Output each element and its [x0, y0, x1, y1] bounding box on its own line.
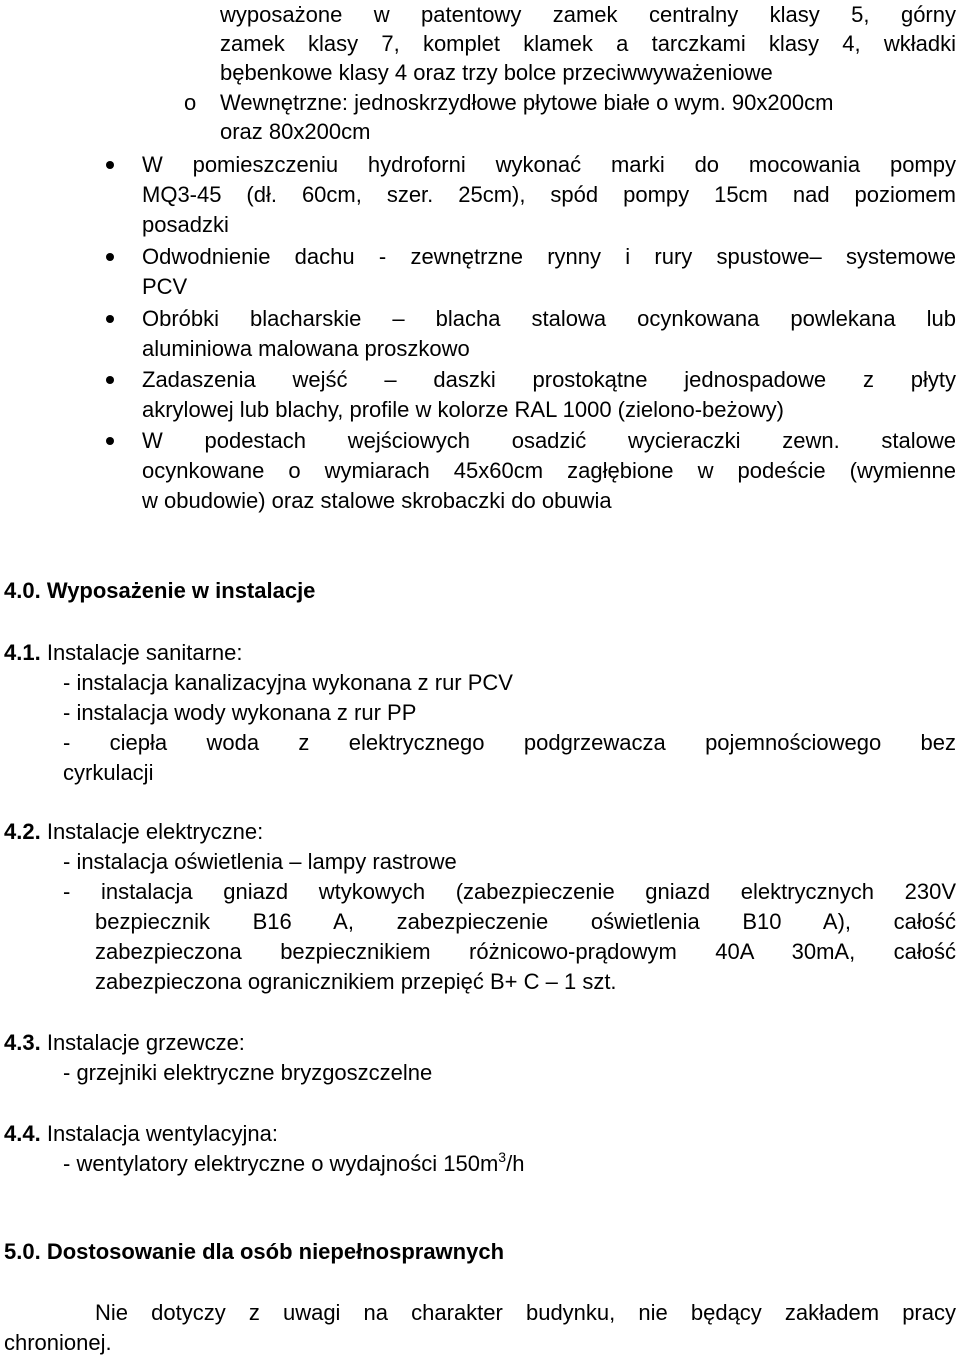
- subsection-title: Instalacje sanitarne:: [46, 640, 243, 665]
- top-item-line-2: zamek klasy 7, komplet klamek a tarczkami klasy 4, wkładki: [220, 31, 956, 56]
- subsection-4-2-heading: [4, 817, 263, 847]
- bullet-icon: [106, 253, 114, 261]
- section-4-heading: [4, 576, 315, 606]
- paragraph-line-2: chronionej.: [4, 1330, 112, 1355]
- list-item: - instalacja gniazd wtykowych (zabezpieczenie gniazd elektrycznych 230V: [63, 879, 956, 904]
- bullet-icon: [106, 376, 114, 384]
- bullet-1-line-2: MQ3-45 (dł. 60cm, szer. 25cm), spód pompy 15cm nad poziomem: [142, 182, 956, 207]
- bullet-5-line-3: w obudowie) oraz stalowe skrobaczki do obuwia: [142, 488, 612, 513]
- subsection-title: Instalacje elektryczne:: [46, 819, 264, 844]
- list-item: [63, 1149, 524, 1179]
- bullet-2-line-1: Odwodnienie dachu - zewnętrzne rynny i rury spustowe– systemowe: [142, 244, 956, 269]
- section-number: 5.0.: [4, 1239, 41, 1264]
- bullet-4-line-2: akrylowej lub blachy, profile w kolorze RAL 1000 (zielono-beżowy): [142, 397, 784, 422]
- bullet-icon: [106, 315, 114, 323]
- subsection-4-4-heading: [4, 1119, 278, 1149]
- bullet-4-line-1: Zadaszenia wejść – daszki prostokątne jednospadowe z płyty: [142, 367, 956, 392]
- section-number: 4.0.: [4, 578, 41, 603]
- section-5-heading: [4, 1237, 504, 1267]
- list-item: bezpiecznik B16 A, zabezpieczenie oświetlenia B10 A), całość: [95, 909, 956, 934]
- subsection-title: Instalacja wentylacyjna:: [46, 1121, 278, 1146]
- bullet-3-line-1: Obróbki blacharskie – blacha stalowa ocynkowana powlekana lub: [142, 306, 956, 331]
- list-item: zabezpieczona bezpiecznikiem różnicowo-prądowym 40A 30mA, całość: [95, 939, 956, 964]
- list-item: zabezpieczona ogranicznikiem przepięć B+ C – 1 szt.: [95, 969, 617, 994]
- subsection-title: Instalacje grzewcze:: [46, 1030, 245, 1055]
- subsection-4-1-heading: [4, 638, 243, 668]
- subsection-number: 4.3.: [4, 1030, 41, 1055]
- bullet-1-line-1: W pomieszczeniu hydroforni wykonać marki do mocowania pompy: [142, 152, 956, 177]
- bullet-5-line-1: W podestach wejściowych osadzić wycieraczki zewn. stalowe: [142, 428, 956, 453]
- subsection-number: 4.4.: [4, 1121, 41, 1146]
- bullet-5-line-2: ocynkowane o wymiarach 45x60cm zagłębione w podeście (wymienne: [142, 458, 956, 483]
- section-title: Dostosowanie dla osób niepełnosprawnych: [46, 1239, 505, 1264]
- subsection-4-3-heading: [4, 1028, 245, 1058]
- bullet-3-line-2: aluminiowa malowana proszkowo: [142, 336, 470, 361]
- bullet-icon: [106, 161, 114, 169]
- item-text: - wentylatory elektryczne o wydajności 150m: [63, 1151, 499, 1176]
- list-item: - instalacja kanalizacyjna wykonana z rur PCV: [63, 670, 513, 695]
- section-title: Wyposażenie w instalacje: [46, 578, 316, 603]
- list-item: cyrkulacji: [63, 760, 154, 785]
- superscript: 3: [498, 1149, 507, 1165]
- sub-item-line-1: Wewnętrzne: jednoskrzydłowe płytowe białe o wym. 90x200cm: [220, 90, 834, 115]
- list-item: - ciepła woda z elektrycznego podgrzewacza pojemnościowego bez: [63, 730, 956, 755]
- top-item-line-1: wyposażone w patentowy zamek centralny klasy 5, górny: [220, 2, 956, 27]
- list-item: - instalacja wody wykonana z rur PP: [63, 700, 417, 725]
- bullet-2-line-2: PCV: [142, 274, 188, 299]
- sub-item-marker: o: [184, 90, 197, 115]
- top-item-line-3: bębenkowe klasy 4 oraz trzy bolce przeciwwyważeniowe: [220, 60, 773, 85]
- bullet-1-line-3: posadzki: [142, 212, 229, 237]
- subsection-number: 4.1.: [4, 640, 41, 665]
- item-unit: /h: [506, 1151, 525, 1176]
- paragraph-line-1: Nie dotyczy z uwagi na charakter budynku, nie będący zakładem pracy: [95, 1300, 956, 1325]
- bullet-icon: [106, 437, 114, 445]
- subsection-number: 4.2.: [4, 819, 41, 844]
- sub-item-line-2: oraz 80x200cm: [220, 119, 371, 144]
- list-item: - grzejniki elektryczne bryzgoszczelne: [63, 1060, 433, 1085]
- list-item: - instalacja oświetlenia – lampy rastrowe: [63, 849, 457, 874]
